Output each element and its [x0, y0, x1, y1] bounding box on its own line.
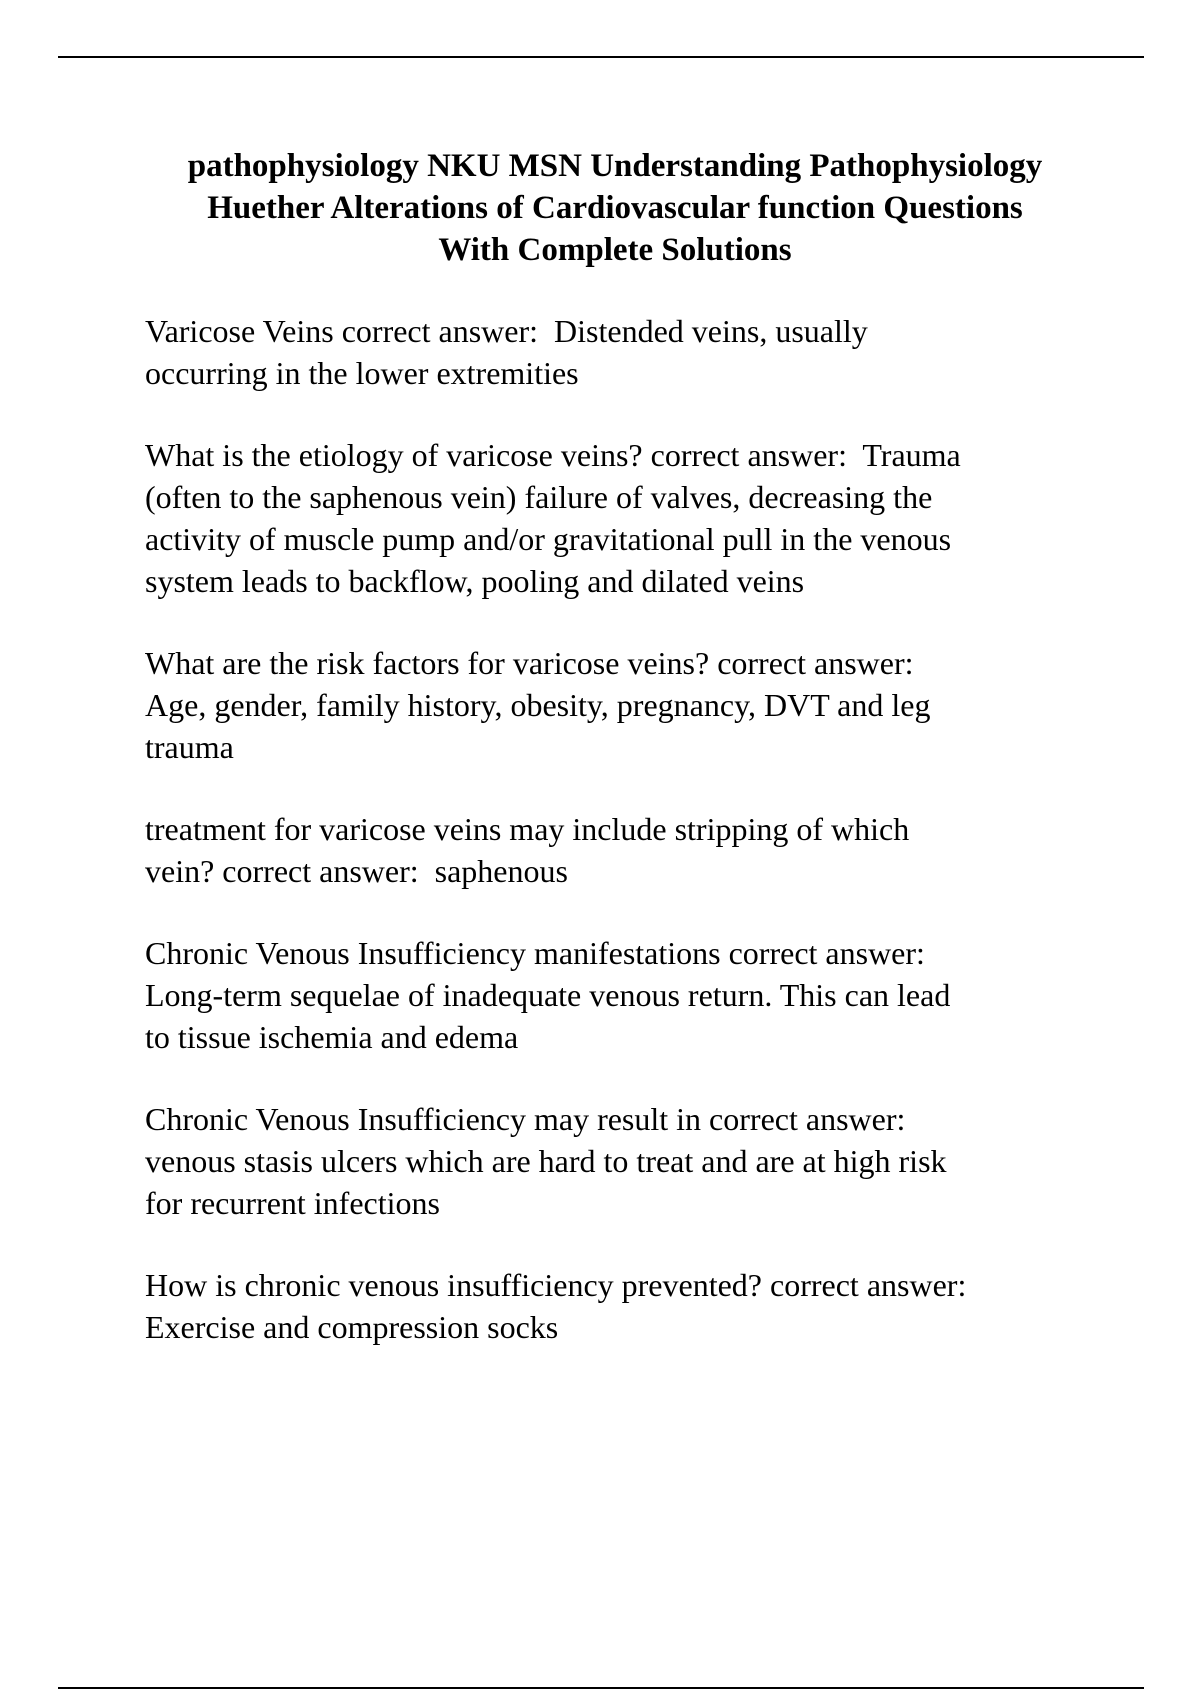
document-title [120, 145, 1110, 271]
qa-item-etiology [145, 434, 1105, 602]
qa-line: treatment for varicose veins may include stripping of which [145, 811, 910, 847]
qa-line: Long-term sequelae of inadequate venous return. This can lead [145, 977, 951, 1013]
bottom-divider [58, 1687, 1144, 1689]
qa-line: venous stasis ulcers which are hard to treat and are at high risk [145, 1143, 947, 1179]
title-line: Huether Alterations of Cardiovascular function Questions [207, 190, 1023, 226]
qa-item-varicose-veins [145, 310, 1105, 394]
qa-line: trauma [145, 729, 234, 765]
title-line: With Complete Solutions [438, 232, 792, 268]
qa-line: occurring in the lower extremities [145, 355, 579, 391]
qa-line: vein? correct answer: saphenous [145, 853, 568, 889]
title-line: pathophysiology NKU MSN Understanding Pathophysiology [187, 148, 1043, 184]
qa-line: Age, gender, family history, obesity, pregnancy, DVT and leg [145, 687, 931, 723]
top-divider [58, 56, 1144, 58]
qa-line: to tissue ischemia and edema [145, 1019, 519, 1055]
question-answer-list [145, 310, 1105, 1388]
qa-line: Exercise and compression socks [145, 1309, 559, 1345]
qa-line: for recurrent infections [145, 1185, 440, 1221]
qa-line: system leads to backflow, pooling and dilated veins [145, 563, 805, 599]
qa-line: What is the etiology of varicose veins? correct answer: Trauma [145, 437, 961, 473]
qa-line: How is chronic venous insufficiency prevented? correct answer: [145, 1267, 967, 1303]
qa-line: Chronic Venous Insufficiency may result in correct answer: [145, 1101, 906, 1137]
qa-line: activity of muscle pump and/or gravitational pull in the venous [145, 521, 952, 557]
qa-line: What are the risk factors for varicose veins? correct answer: [145, 645, 914, 681]
qa-item-risk-factors [145, 642, 1105, 768]
qa-line: Chronic Venous Insufficiency manifestations correct answer: [145, 935, 925, 971]
qa-item-cvi-manifestations [145, 932, 1105, 1058]
qa-item-cvi-prevention [145, 1264, 1105, 1348]
qa-item-treatment [145, 808, 1105, 892]
qa-line: Varicose Veins correct answer: Distended veins, usually [145, 313, 868, 349]
qa-item-cvi-result [145, 1098, 1105, 1224]
qa-line: (often to the saphenous vein) failure of valves, decreasing the [145, 479, 933, 515]
